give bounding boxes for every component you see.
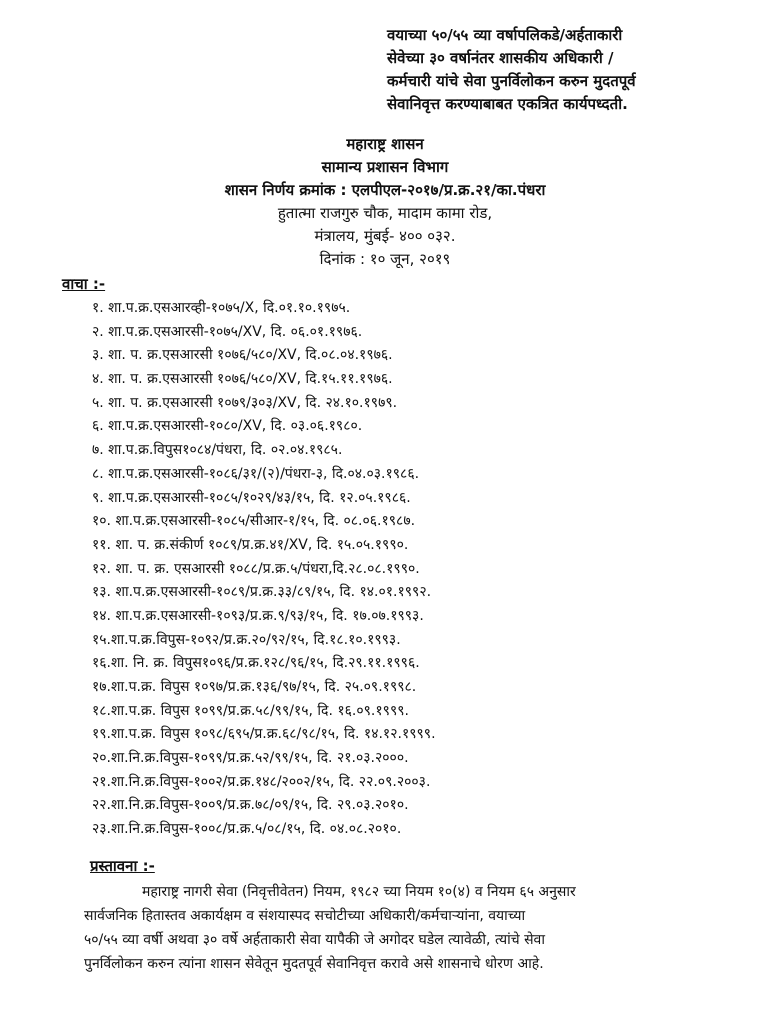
reference-item: १६.शा. नि. क्र. विपुस१०९६/प्र.क्र.१२८/९६/१५, दि.२९.११.१९९६. [92,655,420,672]
reference-item: २१.शा.नि.क्र.विपुस-१००२/प्र.क्र.१४८/२००२/१५, दि. २२.०९.२००३. [92,773,431,790]
reference-item: ५. शा. प. क्र.एसआरसी १०७९/३०३/XV, दि. २४.१०.१९७९. [92,394,398,411]
reference-item: ७. शा.प.क्र.विपुस१०८४/पंधरा, दि. ०२.०४.१९८५. [92,442,343,459]
resolution-number: शासन निर्णय क्रमांक : एलपीएल-२०१७/प्र.क्र.२१/का.पंधरा [224,181,546,199]
reference-item: ९. शा.प.क्र.एसआरसी-१०८५/१०२९/४३/१५, दि. १२.०५.१९८६. [92,489,411,506]
reference-item: १२. शा. प. क्र. एसआरसी १०८८/प्र.क्र.५/पंधरा,दि.२८.०८.१९९०. [92,560,420,577]
reference-item: १४. शा.प.क्र.एसआरसी-१०९३/प्र.क्र.९/९३/१५, दि. १७.०७.१९९३. [92,607,424,624]
reference-item: १. शा.प.क्र.एसआरव्ही-१०७५/X, दि.०१.१०.१९७५. [92,300,351,316]
subject-line: कर्मचारी यांचे सेवा पुनर्विलोकन करुन मुदतपूर्व [387,72,636,90]
reference-item: १७.शा.प.क्र. विपुस १०९७/प्र.क्र.१३६/९७/१५, दि. २५.०९.१९९८. [92,679,417,695]
reference-item: २३.शा.नि.क्र.विपुस-१००८/प्र.क्र.५/०८/१५, दि. ०४.०८.२०१०. [92,821,402,838]
address-line-2: मंत्रालय, मुंबई- ४०० ०३२. [314,227,456,245]
introduction-paragraph [84,880,662,976]
paragraph-line: पुनर्विलोकन करुन त्यांना शासन सेवेतून मुदतपूर्व सेवानिवृत्त करावे असे शासनाचे धोरण आहे. [84,956,544,972]
department-title: सामान्य प्रशासन विभाग [321,158,449,176]
paragraph-line: महाराष्ट्र नागरी सेवा (निवृत्तीवेतन) नियम, १९८२ च्या नियम १०(४) व नियम ६५ अनुसार [142,884,576,900]
reference-item: ३. शा. प. क्र.एसआरसी १०७६/५८०/XV, दि.०८.०४.१९७६. [92,347,393,364]
reference-item: ११. शा. प. क्र.संकीर्ण १०८९/प्र.क्र.४१/XV, दि. १५.०५.१९९०. [92,536,409,553]
paragraph-line: ५०/५५ व्या वर्षी अथवा ३० वर्षे अर्हताकारी सेवा यापैकी जे अगोदर घडेल त्यावेळी, त्यांचे सेवा [84,932,545,948]
reference-item: २२.शा.नि.क्र.विपुस-१००९/प्र.क्र.७८/०९/१५, दि. २९.०३.२०१०. [92,797,409,814]
subject-block [387,24,757,116]
introduction-heading: प्रस्तावना :- [90,857,155,875]
subject-line: सेवेच्या ३० वर्षानंतर शासकीय अधिकारी / [387,49,614,67]
reference-item: ८. शा.प.क्र.एसआरसी-१०८६/३१/(२)/पंधरा-३, दि.०४.०३.१९८६. [92,465,420,482]
subject-line: सेवानिवृत्त करण्याबाबत एकत्रित कार्यपध्दती. [387,95,628,113]
government-title: महाराष्ट्र शासन [346,135,424,153]
resolution-date: दिनांक : १० जून, २०१९ [319,250,451,268]
subject-line: वयाच्या ५०/५५ व्या वर्षापलिकडे/अर्हताकारी [387,26,623,44]
reference-item: १३. शा.प.क्र.एसआरसी-१०८९/प्र.क्र.३३/८९/१५, दि. १४.०१.१९९२. [92,584,432,601]
document-header [0,133,770,271]
reference-item: ४. शा. प. क्र.एसआरसी १०७६/५८०/XV, दि.१५.११.१९७६. [92,371,393,388]
reference-item: २. शा.प.क्र.एसआरसी-१०७५/XV, दि. ०६.०१.१९७६. [92,323,363,340]
read-heading: वाचा :- [62,275,106,293]
reference-item: १५.शा.प.क्र.विपुस-१०९२/प्र.क्र.२०/९२/१५, दि.१८.१०.१९९३. [92,631,401,648]
reference-item: १९.शा.प.क्र. विपुस १०९८/६९५/प्र.क्र.६८/९८/१५, दि. १४.१२.१९९९. [92,726,436,743]
reference-item: ६. शा.प.क्र.एसआरसी-१०८०/XV, दि. ०३.०६.१९८०. [92,418,363,435]
reference-list [92,297,752,842]
reference-item: २०.शा.नि.क्र.विपुस-१०९९/प्र.क्र.५२/९९/१५, दि. २१.०३.२०००. [92,750,409,767]
reference-item: १०. शा.प.क्र.एसआरसी-१०८५/सीआर-१/१५, दि. ०८.०६.१९८७. [92,513,416,530]
reference-item: १८.शा.प.क्र. विपुस १०९९/प्र.क्र.५८/९९/१५, दि. १६.०९.१९९९. [92,702,409,719]
address-line-1: हुतात्मा राजगुरु चौक, मादाम कामा रोड, [277,204,493,222]
paragraph-line: सार्वजनिक हितास्तव अकार्यक्षम व संशयास्पद सचोटीच्या अधिकारी/कर्मचाऱ्यांना, वयाच्या [84,908,526,924]
